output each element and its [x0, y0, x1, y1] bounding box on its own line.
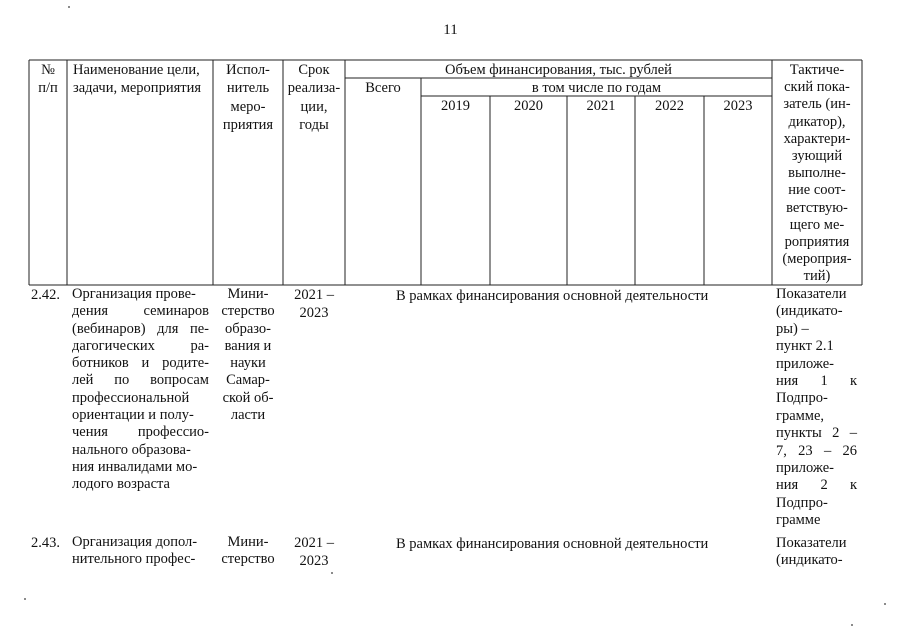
- scan-speck: [331, 572, 333, 574]
- header-funding-title: Объем финансирования, тыс. рублей: [445, 62, 672, 78]
- header-year-2022: 2022: [655, 98, 684, 114]
- header-year-2020: 2020: [514, 98, 543, 114]
- scan-speck: [68, 6, 70, 8]
- row-242-name: Организация прове- дения семинаров (вебинаров) для пе- дагогических ра- ботников и родите- лей по вопросам профессиональной ориентации и полу- чения профессио- нального образова- ния инвалидами мо- лодого возраста: [72, 286, 209, 493]
- row-242-num: 2.42.: [31, 287, 60, 303]
- page-number: 11: [443, 22, 458, 38]
- scan-speck: [851, 624, 853, 626]
- header-num: № п/п: [38, 62, 58, 97]
- header-name: Наименование цели, задачи, мероприятия: [73, 62, 202, 97]
- row-243-funding: В рамках финансирования основной деятельности: [396, 536, 709, 552]
- row-243-executor: Мини- стерство: [221, 534, 275, 568]
- row-242-indicator: Показатели (индикато- ры) – пункт 2.1 приложе- ния 1 к Подпро- грамме, пункты 2 – 7, 23 – 26 приложе- ния 2 к Подпро- грамме: [776, 286, 857, 529]
- row-243-name: Организация допол- нительного профес-: [72, 534, 198, 568]
- row-242-executor: Мини- стерство образо- вания и науки Самар- ской об- ласти: [221, 286, 275, 424]
- row-243-indicator: Показатели (индикато-: [776, 535, 847, 569]
- header-year-2021: 2021: [586, 98, 616, 114]
- row-243-term: 2021 – 2023: [294, 535, 334, 570]
- header-year-2023: 2023: [723, 98, 753, 114]
- row-242-funding: В рамках финансирования основной деятельности: [396, 288, 709, 304]
- header-executor: Испол- нитель меро- приятия: [222, 62, 274, 134]
- scan-speck: [884, 603, 886, 605]
- row-242-term: 2021 – 2023: [294, 287, 334, 322]
- header-by-years: в том числе по годам: [531, 80, 662, 96]
- scan-speck: [24, 598, 26, 600]
- header-term: Срок реализа- ции, годы: [287, 62, 341, 134]
- header-total: Всего: [365, 80, 401, 96]
- header-year-2019: 2019: [441, 98, 470, 114]
- header-indicator: Тактиче- ский пока- затель (ин- дикатор), характери- зующий выполне- ние соот- ветствую- щего ме- роприятия (мероприя- тий): [782, 62, 852, 285]
- row-243-num: 2.43.: [31, 535, 60, 551]
